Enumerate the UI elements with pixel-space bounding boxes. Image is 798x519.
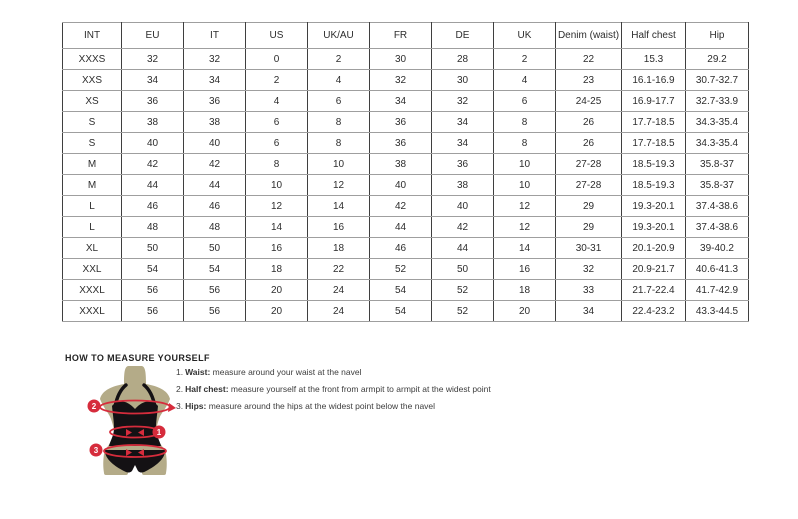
table-cell: XL [63, 238, 122, 259]
table-cell: 15.3 [622, 49, 686, 70]
table-cell: 4 [308, 70, 370, 91]
table-cell: 12 [246, 196, 308, 217]
table-cell: 33 [556, 280, 622, 301]
table-cell: 17.7-18.5 [622, 112, 686, 133]
table-cell: 38 [184, 112, 246, 133]
table-cell: 20 [246, 280, 308, 301]
table-header-row [63, 23, 749, 49]
table-cell: 40.6-41.3 [686, 259, 749, 280]
column-header: IT [184, 23, 246, 49]
table-cell: 4 [494, 70, 556, 91]
table-cell: 8 [246, 154, 308, 175]
column-header: EU [122, 23, 184, 49]
table-row [63, 112, 749, 133]
table-cell: 32 [556, 259, 622, 280]
table-cell: 12 [494, 217, 556, 238]
table-cell: 34.3-35.4 [686, 112, 749, 133]
table-cell: 46 [370, 238, 432, 259]
table-cell: 28 [432, 49, 494, 70]
table-cell: 12 [494, 196, 556, 217]
column-header: UK/AU [308, 23, 370, 49]
table-cell: XXS [63, 70, 122, 91]
table-cell: 10 [246, 175, 308, 196]
table-cell: 56 [122, 280, 184, 301]
table-cell: 46 [184, 196, 246, 217]
table-cell: 26 [556, 112, 622, 133]
table-cell: 4 [246, 91, 308, 112]
table-cell: 18 [246, 259, 308, 280]
table-cell: 16.1-16.9 [622, 70, 686, 91]
table-cell: 36 [370, 133, 432, 154]
table-cell: 42 [184, 154, 246, 175]
table-cell: 18.5-19.3 [622, 154, 686, 175]
table-cell: 48 [184, 217, 246, 238]
table-row [63, 175, 749, 196]
table-cell: 34 [432, 112, 494, 133]
table-cell: 37.4-38.6 [686, 196, 749, 217]
table-cell: 14 [246, 217, 308, 238]
table-cell: 29 [556, 217, 622, 238]
table-cell: 36 [432, 154, 494, 175]
table-cell: 8 [308, 112, 370, 133]
table-cell: 24 [308, 301, 370, 322]
size-chart-table [62, 22, 749, 322]
table-cell: 52 [432, 301, 494, 322]
table-cell: 34.3-35.4 [686, 133, 749, 154]
table-cell: 14 [494, 238, 556, 259]
column-header: Half chest [622, 23, 686, 49]
table-cell: 18 [308, 238, 370, 259]
table-cell: 6 [308, 91, 370, 112]
table-cell: XXL [63, 259, 122, 280]
table-cell: 52 [432, 280, 494, 301]
waist-label-number: 1 [156, 428, 162, 437]
table-cell: 36 [370, 112, 432, 133]
measure-step [176, 383, 491, 400]
table-cell: 0 [246, 49, 308, 70]
table-cell: 20 [246, 301, 308, 322]
table-cell: 10 [308, 154, 370, 175]
table-cell: 36 [122, 91, 184, 112]
measure-steps [176, 366, 491, 417]
table-cell: 2 [246, 70, 308, 91]
measure-heading: HOW TO MEASURE YOURSELF [65, 353, 210, 363]
table-cell: 43.3-44.5 [686, 301, 749, 322]
table-cell: 36 [184, 91, 246, 112]
chest-arrowhead [168, 403, 176, 412]
column-header: FR [370, 23, 432, 49]
table-cell: 39-40.2 [686, 238, 749, 259]
table-cell: 16 [494, 259, 556, 280]
step-term: Half chest: [185, 384, 229, 394]
step-text: measure around your waist at the navel [210, 367, 362, 377]
table-cell: 38 [122, 112, 184, 133]
table-cell: 10 [494, 175, 556, 196]
table-cell: XS [63, 91, 122, 112]
table-cell: 56 [184, 280, 246, 301]
table-cell: 22.4-23.2 [622, 301, 686, 322]
table-row [63, 259, 749, 280]
table-cell: 34 [432, 133, 494, 154]
table-cell: 22 [308, 259, 370, 280]
table-cell: 24 [308, 280, 370, 301]
column-header: INT [63, 23, 122, 49]
table-cell: 40 [184, 133, 246, 154]
table-row [63, 196, 749, 217]
table-row [63, 133, 749, 154]
table-cell: 34 [370, 91, 432, 112]
table-cell: 8 [494, 133, 556, 154]
table-cell: 14 [308, 196, 370, 217]
table-cell: 20 [494, 301, 556, 322]
table-cell: 18.5-19.3 [622, 175, 686, 196]
table-cell: 44 [184, 175, 246, 196]
table-cell: 44 [122, 175, 184, 196]
table-cell: 12 [308, 175, 370, 196]
step-number: 2. [176, 384, 184, 394]
table-row [63, 301, 749, 322]
table-cell: 40 [432, 196, 494, 217]
table-cell: 19.3-20.1 [622, 196, 686, 217]
table-cell: 6 [246, 133, 308, 154]
table-cell: 22 [556, 49, 622, 70]
table-cell: 50 [432, 259, 494, 280]
table-cell: 41.7-42.9 [686, 280, 749, 301]
table-cell: 38 [432, 175, 494, 196]
table-cell: 30 [432, 70, 494, 91]
table-cell: 26 [556, 133, 622, 154]
table-row [63, 154, 749, 175]
table-row [63, 280, 749, 301]
table-cell: 35.8-37 [686, 154, 749, 175]
table-cell: 8 [308, 133, 370, 154]
table-cell: 17.7-18.5 [622, 133, 686, 154]
table-cell: 20.1-20.9 [622, 238, 686, 259]
table-cell: 44 [432, 238, 494, 259]
table-row [63, 91, 749, 112]
table-cell: 16 [308, 217, 370, 238]
table-cell: S [63, 112, 122, 133]
table-cell: 29.2 [686, 49, 749, 70]
table-cell: 52 [370, 259, 432, 280]
table-cell: 42 [122, 154, 184, 175]
table-body [63, 49, 749, 322]
table-cell: 8 [494, 112, 556, 133]
step-term: Hips: [185, 401, 207, 411]
table-cell: 40 [122, 133, 184, 154]
table-cell: 32 [184, 49, 246, 70]
table-cell: M [63, 175, 122, 196]
table-cell: 21.7-22.4 [622, 280, 686, 301]
step-text: measure around the hips at the widest point below the navel [206, 401, 436, 411]
measure-step [176, 366, 491, 383]
table-cell: 54 [184, 259, 246, 280]
table-cell: 32.7-33.9 [686, 91, 749, 112]
table-cell: 54 [370, 280, 432, 301]
step-text: measure yourself at the front from armpit to armpit at the widest point [228, 384, 491, 394]
table-cell: 42 [432, 217, 494, 238]
table-cell: 30.7-32.7 [686, 70, 749, 91]
table-cell: 34 [556, 301, 622, 322]
column-header: DE [432, 23, 494, 49]
table-cell: 29 [556, 196, 622, 217]
table-cell: 32 [122, 49, 184, 70]
table-cell: 46 [122, 196, 184, 217]
table-cell: 6 [494, 91, 556, 112]
table-cell: 23 [556, 70, 622, 91]
table-cell: XXXS [63, 49, 122, 70]
table-cell: 24-25 [556, 91, 622, 112]
table-row [63, 238, 749, 259]
table-cell: 50 [184, 238, 246, 259]
table-cell: 34 [122, 70, 184, 91]
table-cell: L [63, 196, 122, 217]
table-row [63, 70, 749, 91]
column-header: Hip [686, 23, 749, 49]
table-row [63, 49, 749, 70]
table-cell: 40 [370, 175, 432, 196]
step-number: 3. [176, 401, 184, 411]
table-cell: 56 [122, 301, 184, 322]
table-cell: 37.4-38.6 [686, 217, 749, 238]
table-cell: 34 [184, 70, 246, 91]
table-cell: 2 [308, 49, 370, 70]
table-cell: 6 [246, 112, 308, 133]
column-header: Denim (waist) [556, 23, 622, 49]
table-cell: 19.3-20.1 [622, 217, 686, 238]
table-cell: XXXL [63, 301, 122, 322]
table-cell: M [63, 154, 122, 175]
column-header: US [246, 23, 308, 49]
table-cell: 32 [370, 70, 432, 91]
step-number: 1. [176, 367, 184, 377]
table-cell: 10 [494, 154, 556, 175]
table-cell: 16 [246, 238, 308, 259]
table-cell: 38 [370, 154, 432, 175]
table-row [63, 217, 749, 238]
table-cell: 54 [122, 259, 184, 280]
table-cell: XXXL [63, 280, 122, 301]
table-cell: 54 [370, 301, 432, 322]
table-cell: 16.9-17.7 [622, 91, 686, 112]
table-cell: 18 [494, 280, 556, 301]
column-header: UK [494, 23, 556, 49]
table-cell: 56 [184, 301, 246, 322]
table-cell: 42 [370, 196, 432, 217]
table-cell: 48 [122, 217, 184, 238]
table-cell: 2 [494, 49, 556, 70]
table-cell: S [63, 133, 122, 154]
table-cell: 30-31 [556, 238, 622, 259]
table-cell: 32 [432, 91, 494, 112]
table-cell: 50 [122, 238, 184, 259]
measure-step [176, 400, 491, 417]
table-cell: 30 [370, 49, 432, 70]
step-term: Waist: [185, 367, 211, 377]
table-cell: 44 [370, 217, 432, 238]
table-cell: 20.9-21.7 [622, 259, 686, 280]
table-cell: 27-28 [556, 175, 622, 196]
table-cell: 35.8-37 [686, 175, 749, 196]
table-cell: L [63, 217, 122, 238]
table-cell: 27-28 [556, 154, 622, 175]
chest-label-number: 2 [91, 402, 97, 411]
hips-label-number: 3 [93, 446, 99, 455]
